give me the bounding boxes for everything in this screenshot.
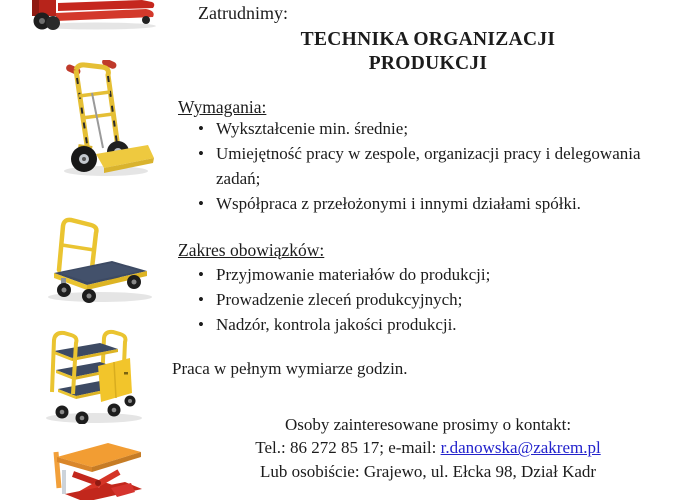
shelf-trolley-image bbox=[40, 326, 146, 424]
position-title-line1: TECHNIKA ORGANIZACJI bbox=[300, 29, 556, 50]
requirements-item: • Współpraca z przełożonymi i innymi działami spółki. bbox=[197, 191, 669, 216]
duties-item: • Nadzór, kontrola jakości produkcji. bbox=[197, 312, 669, 337]
hand-truck-image bbox=[58, 60, 158, 178]
platform-cart-image bbox=[42, 212, 154, 304]
position-title-line2: PRODUKCJI bbox=[368, 53, 488, 74]
contact-intro: Osoby zainteresowane prosimy o kontakt: bbox=[284, 415, 572, 434]
employment-note: Praca w pełnym wymiarze godzin. bbox=[172, 359, 408, 378]
duties-heading: Zakres obowiązków: bbox=[178, 240, 325, 260]
contact-block bbox=[168, 413, 688, 483]
requirements-list bbox=[197, 116, 669, 216]
scissor-lift-image bbox=[45, 436, 145, 500]
requirements-item: • Wykształcenie min. średnie; bbox=[197, 116, 669, 141]
contact-phone-email-line bbox=[168, 436, 688, 459]
position-title bbox=[168, 28, 688, 76]
duties-item: • Prowadzenie zleceń produkcyjnych; bbox=[197, 287, 669, 312]
duties-list bbox=[197, 262, 669, 337]
contact-in-person-line: Lub osobiście: Grajewo, ul. Ełcka 98, Dział Kadr bbox=[259, 461, 597, 481]
duties-item: • Przyjmowanie materiałów do produkcji; bbox=[197, 262, 669, 287]
pallet-truck-image bbox=[28, 0, 162, 30]
requirements-item: • Umiejętność pracy w zespole, organizacji pracy i delegowania zadań; bbox=[197, 141, 669, 191]
requirements-heading: Wymagania: bbox=[178, 97, 267, 117]
intro-line: Zatrudnimy: bbox=[198, 3, 288, 23]
email-link[interactable]: r.danowska@zakrem.pl bbox=[440, 438, 601, 458]
contact-phone-label: Tel.: 86 272 85 17; e-mail: bbox=[255, 438, 437, 458]
